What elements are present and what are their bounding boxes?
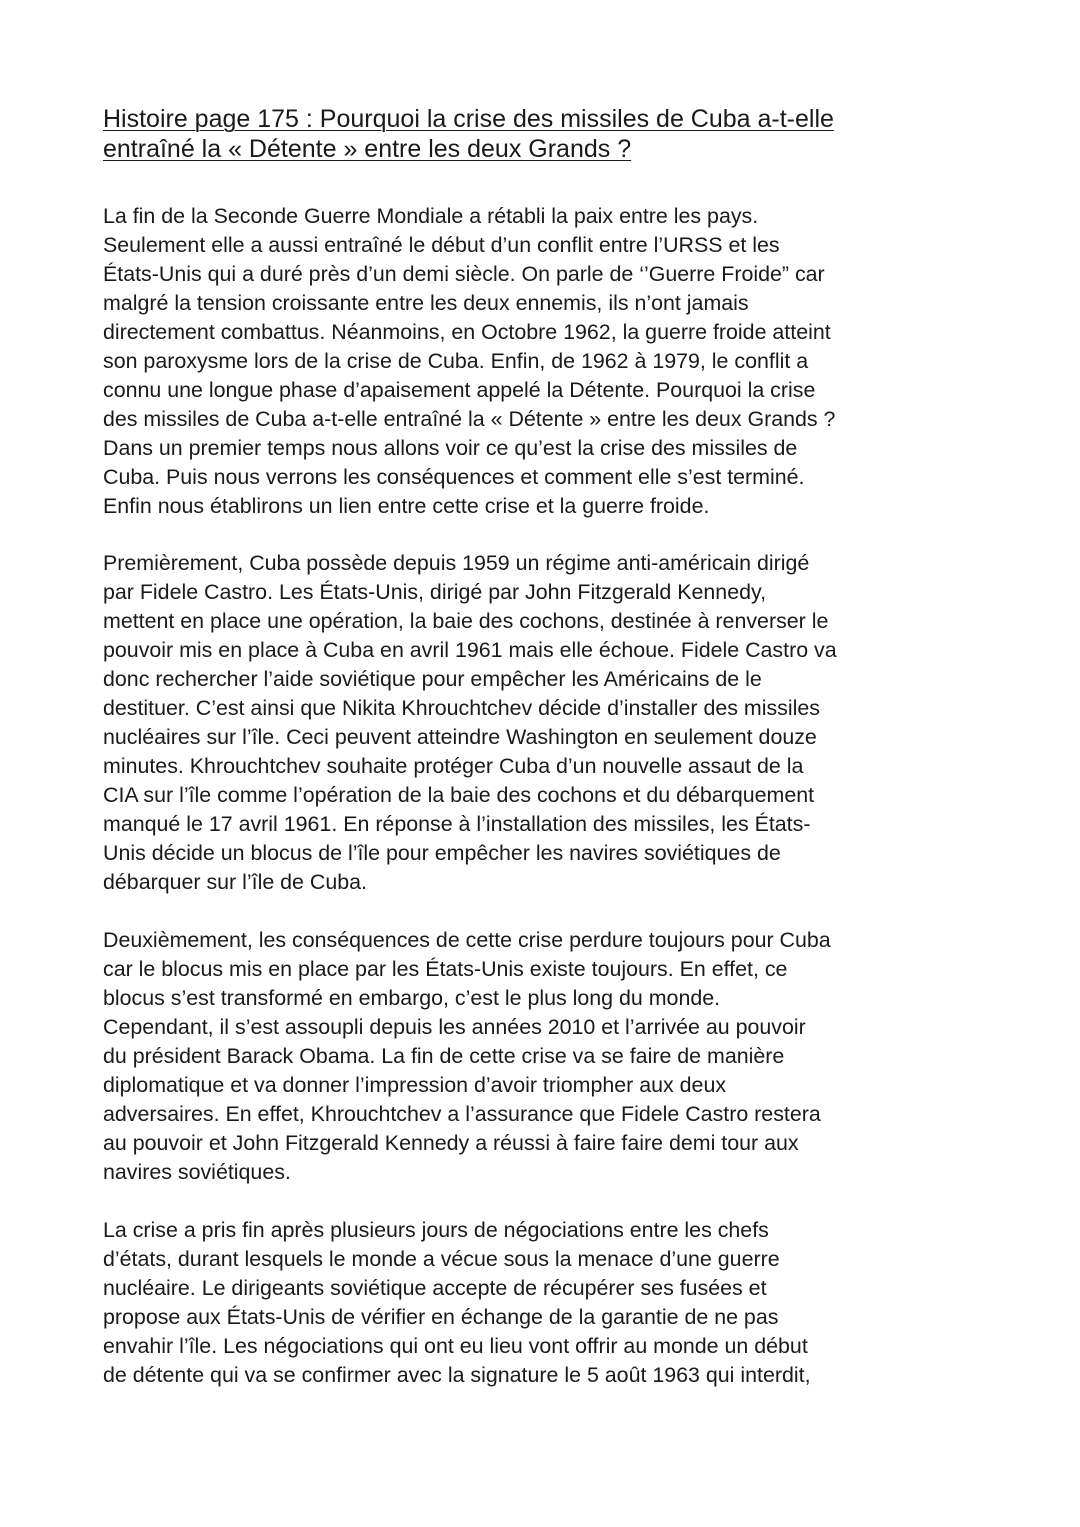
document-title [103,104,983,164]
title-line: Histoire page 175 : Pourquoi la crise des missiles de Cuba a-t-elle [103,105,834,133]
text-line: Unis décide un blocus de l’île pour empêcher les navires soviétiques de [103,841,781,865]
text-line: directement combattus. Néanmoins, en Octobre 1962, la guerre froide atteint [103,320,831,344]
paragraph-first-part [103,549,983,897]
paragraph-second-part [103,926,983,1187]
text-line: nucléaires sur l’île. Ceci peuvent atteindre Washington en seulement douze [103,725,817,749]
text-line: au pouvoir et John Fitzgerald Kennedy a réussi à faire faire demi tour aux [103,1131,799,1155]
text-line: envahir l’île. Les négociations qui ont eu lieu vont offrir au monde un début [103,1334,808,1358]
text-line: Seulement elle a aussi entraîné le début d’un conflit entre l’URSS et les [103,233,780,257]
text-line: des missiles de Cuba a-t-elle entraîné la « Détente » entre les deux Grands ? [103,407,836,431]
text-line: pouvoir mis en place à Cuba en avril 1961 mais elle échoue. Fidele Castro va [103,638,837,662]
text-line: par Fidele Castro. Les États-Unis, dirigé par John Fitzgerald Kennedy, [103,580,767,604]
text-line: Cependant, il s’est assoupli depuis les années 2010 et l’arrivée au pouvoir [103,1015,806,1039]
text-line: propose aux États-Unis de vérifier en échange de la garantie de ne pas [103,1305,779,1329]
text-line: Enfin nous établirons un lien entre cette crise et la guerre froide. [103,494,710,518]
text-line: car le blocus mis en place par les États-Unis existe toujours. En effet, ce [103,957,788,981]
text-line: États-Unis qui a duré près d’un demi siècle. On parle de ‘’Guerre Froide” car [103,262,825,286]
text-line: manqué le 17 avril 1961. En réponse à l’installation des missiles, les États- [103,812,811,836]
text-line: adversaires. En effet, Khrouchtchev a l’assurance que Fidele Castro restera [103,1102,821,1126]
text-line: Premièrement, Cuba possède depuis 1959 un régime anti-américain dirigé [103,551,810,575]
text-line: La fin de la Seconde Guerre Mondiale a rétabli la paix entre les pays. [103,204,759,228]
text-line: CIA sur l’île comme l’opération de la baie des cochons et du débarquement [103,783,815,807]
title-line: entraîné la « Détente » entre les deux Grands ? [103,135,632,163]
paragraph-end-of-crisis [103,1216,983,1390]
text-line: destituer. C’est ainsi que Nikita Khrouchtchev décide d’installer des missiles [103,696,820,720]
text-line: donc rechercher l’aide soviétique pour empêcher les Américains de le [103,667,762,691]
text-line: blocus s’est transformé en embargo, c’est le plus long du monde. [103,986,721,1010]
text-line: La crise a pris fin après plusieurs jours de négociations entre les chefs [103,1218,769,1242]
paragraph-introduction [103,202,983,521]
text-line: mettent en place une opération, la baie des cochons, destinée à renverser le [103,609,829,633]
text-line: Dans un premier temps nous allons voir ce qu’est la crise des missiles de [103,436,798,460]
text-line: Deuxièmement, les conséquences de cette crise perdure toujours pour Cuba [103,928,831,952]
text-line: son paroxysme lors de la crise de Cuba. Enfin, de 1962 à 1979, le conflit a [103,349,809,373]
text-line: navires soviétiques. [103,1160,291,1184]
text-line: Cuba. Puis nous verrons les conséquences et comment elle s’est terminé. [103,465,805,489]
text-line: malgré la tension croissante entre les deux ennemis, ils n’ont jamais [103,291,749,315]
text-line: connu une longue phase d’apaisement appelé la Détente. Pourquoi la crise [103,378,816,402]
text-line: diplomatique et va donner l’impression d’avoir triompher aux deux [103,1073,727,1097]
text-line: nucléaire. Le dirigeants soviétique accepte de récupérer ses fusées et [103,1276,767,1300]
text-line: d’états, durant lesquels le monde a vécue sous la menace d’une guerre [103,1247,780,1271]
text-line: minutes. Khrouchtchev souhaite protéger Cuba d’un nouvelle assaut de la [103,754,804,778]
text-line: débarquer sur l’île de Cuba. [103,870,367,894]
text-line: de détente qui va se confirmer avec la signature le 5 août 1963 qui interdit, [103,1363,811,1387]
text-line: du président Barack Obama. La fin de cette crise va se faire de manière [103,1044,785,1068]
